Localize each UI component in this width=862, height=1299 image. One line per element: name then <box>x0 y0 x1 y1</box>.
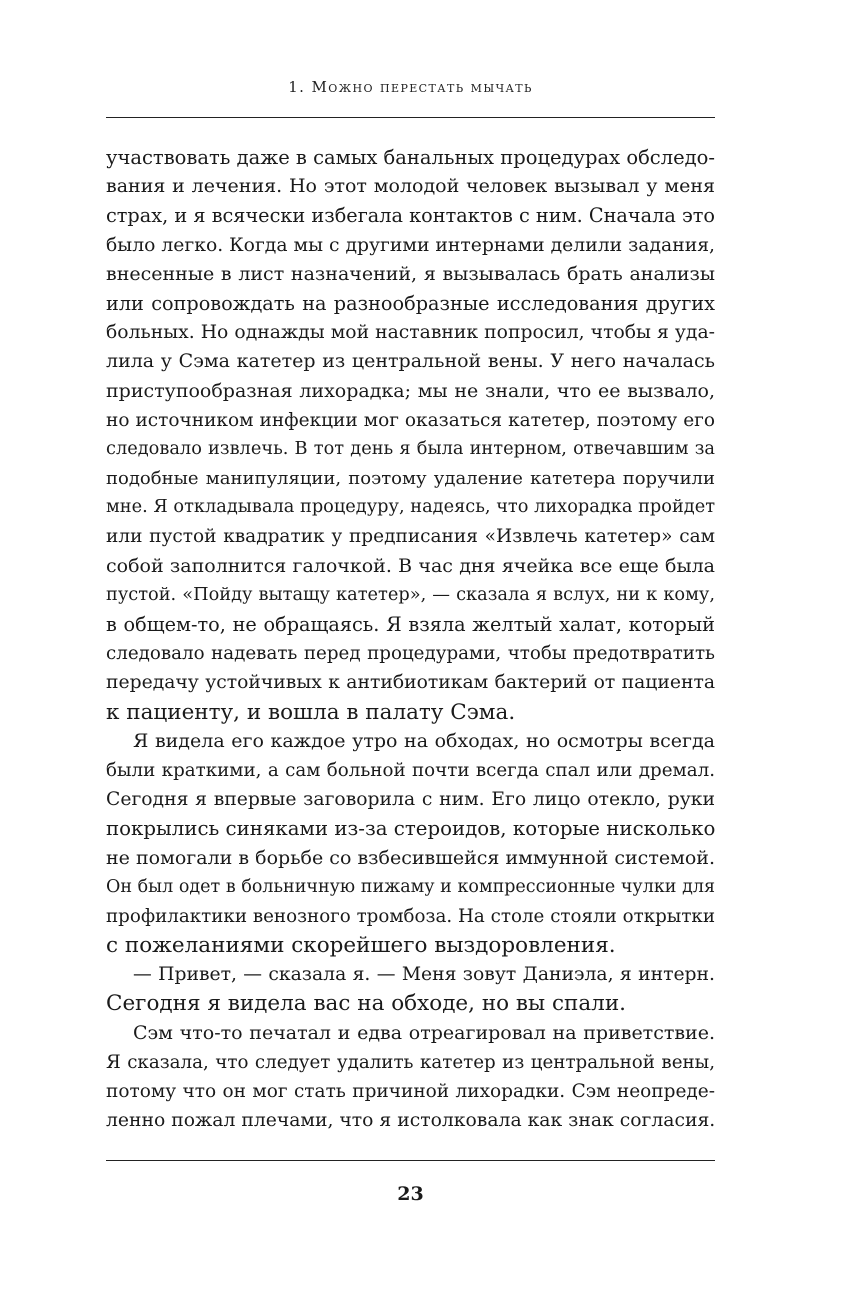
text-line: были краткими, а сам больной почти всегда спал или дремал. <box>106 759 715 781</box>
page-number: 23 <box>397 1183 424 1205</box>
text-line: или сопровождать на разнообразные исследования других <box>106 291 715 315</box>
text-line: с пожеланиями скорейшего выздоровления. <box>106 933 616 959</box>
text-line: следовало надевать перед процедурами, чтобы предотвратить <box>106 643 715 665</box>
text-line: или пустой квадратик у предписания «Извлечь катетер» сам <box>106 526 715 548</box>
text-line: не помогали в борьбе со взбесившейся иммунной системой. <box>106 846 715 869</box>
text-line: профилактики венозного тромбоза. На столе стояли открытки <box>106 905 715 927</box>
book-page <box>106 0 715 1299</box>
text-line: пустой. «Пойду вытащу катетер», — сказала я вслух, ни к кому, <box>106 584 715 605</box>
text-line: передачу устойчивых к антибиотикам бактерий от пациента <box>106 672 715 694</box>
text-line: Сэм что-то печатал и едва отреагировал на приветствие. <box>133 1021 715 1044</box>
text-line: Я сказала, что следует удалить катетер из центральной вены, <box>106 1051 715 1073</box>
text-line: участвовать даже в самых банальных процедурах обследо- <box>106 146 715 169</box>
text-line: — Привет, — сказала я. — Меня зовут Даниэла, я интерн. <box>133 964 715 986</box>
text-line: в общем-то, не обращаясь. Я взяла желтый халат, который <box>106 613 715 636</box>
text-line: страх, и я всячески избегала контактов с ним. Сначала это <box>106 204 715 228</box>
body-text <box>106 143 715 1135</box>
text-line: Сегодня я впервые заговорила с ним. Его лицо отекло, руки <box>106 789 715 811</box>
text-line: внесенные в лист назначений, я вызывалась брать анализы <box>106 262 715 285</box>
text-line: мне. Я откладывала процедуру, надеясь, что лихорадка пройдет <box>106 497 716 518</box>
text-line: потому что он мог стать причиной лихорадки. Сэм неопреде- <box>106 1081 715 1102</box>
text-line: следовало извлечь. В тот день я была интерном, отвечавшим за <box>106 438 715 459</box>
text-line: к пациенту, и вошла в палату Сэма. <box>106 699 516 725</box>
text-line: приступообразная лихорадка; мы не знали, что ее вызвало, <box>106 379 715 402</box>
text-line: лила у Сэма катетер из центральной вены. У него началась <box>106 350 715 373</box>
text-line: было легко. Когда мы с другими интернами делили задания, <box>106 234 715 256</box>
text-line: но источником инфекции мог оказаться катетер, поэтому его <box>106 409 715 431</box>
text-line: ленно пожал плечами, что я истолковала как знак согласия. <box>106 1110 716 1132</box>
text-line: Я видела его каждое утро на обходах, но осмотры всегда <box>133 729 715 752</box>
text-line: покрылись синяками из-за стероидов, которые нисколько <box>106 817 716 841</box>
running-head: 1. Можно перестать мычать <box>288 78 533 96</box>
text-line: собой заполнится галочкой. В час дня ячейка все еще была <box>106 554 715 577</box>
text-line: больных. Но однажды мой наставник попросил, чтобы я уда- <box>106 322 715 344</box>
text-line: Сегодня я видела вас на обходе, но вы спали. <box>106 991 626 1017</box>
text-line: Он был одет в больничную пижаму и компрессионные чулки для <box>106 876 715 897</box>
text-line: вания и лечения. Но этот молодой человек вызывал у меня <box>106 175 715 198</box>
footer-rule <box>106 1160 715 1161</box>
header-rule <box>106 117 715 118</box>
text-line: подобные манипуляции, поэтому удаление катетера поручили <box>106 468 715 490</box>
